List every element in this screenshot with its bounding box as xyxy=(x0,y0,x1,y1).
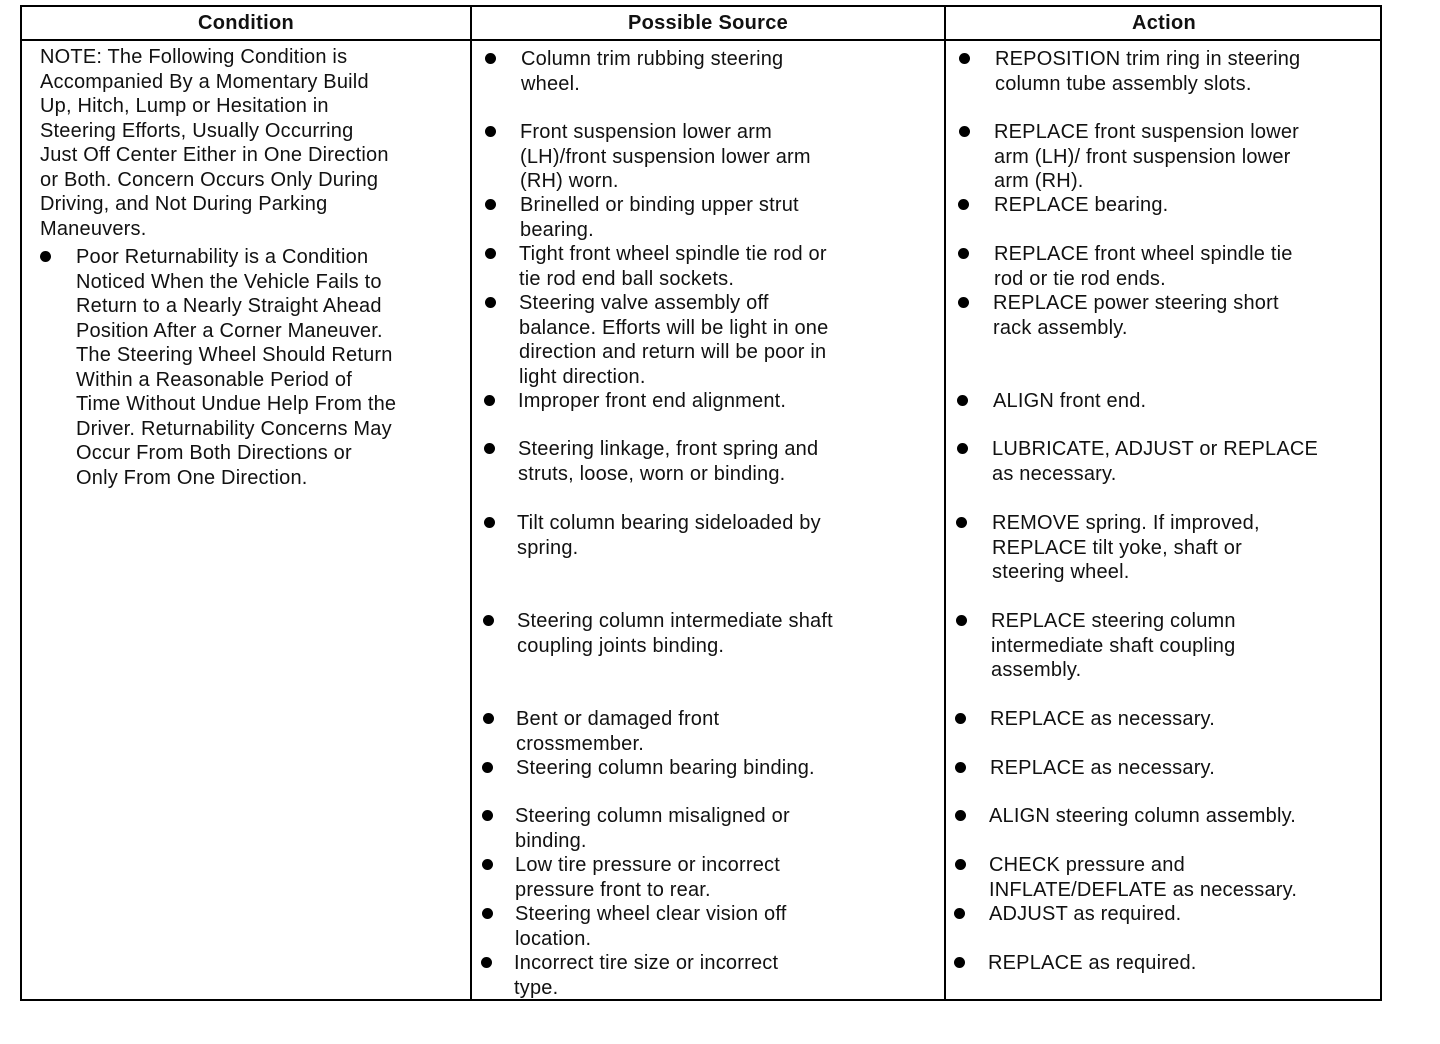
action-text: REPLACE as required. xyxy=(988,952,1197,974)
action-text: CHECK pressure and INFLATE/DEFLATE as necessary. xyxy=(989,854,1298,901)
action-text: ADJUST as required. xyxy=(989,903,1182,925)
action-text: REPLACE front wheel spindle tie rod or tie rod ends. xyxy=(994,243,1293,290)
action-text: LUBRICATE, ADJUST or REPLACE as necessary. xyxy=(992,438,1319,485)
action-bullet-icon xyxy=(958,248,969,259)
action-bullet-icon xyxy=(957,395,968,406)
source-text: Steering wheel clear vision off location. xyxy=(515,903,787,950)
action-text: REPOSITION trim ring in steering column tube assembly slots. xyxy=(995,48,1301,95)
action-bullet-icon xyxy=(955,713,966,724)
action-bullet-icon xyxy=(955,859,966,870)
action-text: ALIGN front end. xyxy=(993,390,1147,412)
source-text: Tight front wheel spindle tie rod or tie rod end ball sockets. xyxy=(519,243,827,290)
action-bullet-icon xyxy=(959,126,970,137)
source-text: Steering column misaligned or binding. xyxy=(515,805,790,852)
source-bullet-icon xyxy=(485,53,496,64)
source-bullet-icon xyxy=(481,957,492,968)
source-bullet-icon xyxy=(482,908,493,919)
source-text: Bent or damaged front crossmember. xyxy=(516,708,720,755)
action-text: REPLACE bearing. xyxy=(994,194,1169,216)
header-action: Action xyxy=(1131,12,1197,34)
action-bullet-icon xyxy=(956,615,967,626)
column-divider-1 xyxy=(470,7,472,999)
source-bullet-icon xyxy=(483,615,494,626)
action-bullet-icon xyxy=(958,297,969,308)
source-bullet-icon xyxy=(484,443,495,454)
source-text: Improper front end alignment. xyxy=(518,390,787,412)
source-bullet-icon xyxy=(482,859,493,870)
action-bullet-icon xyxy=(958,199,969,210)
source-text: Steering valve assembly off balance. Efforts will be light in one direction and return will be poor in light direction. xyxy=(519,292,829,388)
source-text: Tilt column bearing sideloaded by spring. xyxy=(517,512,821,559)
source-text: Front suspension lower arm (LH)/front suspension lower arm (RH) worn. xyxy=(520,121,811,192)
action-text: ALIGN steering column assembly. xyxy=(989,805,1297,827)
source-bullet-icon xyxy=(485,126,496,137)
action-bullet-icon xyxy=(959,53,970,64)
source-text: Incorrect tire size or incorrect type. xyxy=(514,952,779,999)
source-text: Steering column intermediate shaft coupling joints binding. xyxy=(517,610,833,657)
action-text: REPLACE as necessary. xyxy=(990,708,1216,730)
action-bullet-icon xyxy=(955,762,966,773)
diagnosis-table xyxy=(20,5,1382,1001)
source-text: Column trim rubbing steering wheel. xyxy=(521,48,784,95)
source-text: Steering column bearing binding. xyxy=(516,757,815,779)
action-text: REPLACE power steering short rack assembly. xyxy=(993,292,1279,339)
action-bullet-icon xyxy=(956,517,967,528)
header-divider xyxy=(22,39,1380,41)
header-condition: Condition xyxy=(197,12,294,34)
action-text: REMOVE spring. If improved, REPLACE tilt yoke, shaft or steering wheel. xyxy=(992,512,1260,583)
condition-note: NOTE: The Following Condition is Accompanied By a Momentary Build Up, Hitch, Lump or Hesitation in Steering Efforts, Usually Occurring Just Off Center Either in One Direction or Both. Concern Occurs Only During Driving, and Not During Parking Maneuvers. xyxy=(40,46,389,240)
action-text: REPLACE front suspension lower arm (LH)/ front suspension lower arm (RH). xyxy=(994,121,1300,192)
header-possible-source: Possible Source xyxy=(627,12,789,34)
source-bullet-icon xyxy=(485,248,496,259)
source-bullet-icon xyxy=(485,199,496,210)
column-divider-2 xyxy=(944,7,946,999)
source-text: Brinelled or binding upper strut bearing. xyxy=(520,194,799,241)
source-text: Low tire pressure or incorrect pressure front to rear. xyxy=(515,854,780,901)
source-bullet-icon xyxy=(483,713,494,724)
action-bullet-icon xyxy=(957,443,968,454)
source-bullet-icon xyxy=(484,395,495,406)
source-bullet-icon xyxy=(482,762,493,773)
action-text: REPLACE as necessary. xyxy=(990,757,1216,779)
source-bullet-icon xyxy=(482,810,493,821)
source-text: Steering linkage, front spring and struts, loose, worn or binding. xyxy=(518,438,819,485)
action-bullet-icon xyxy=(954,908,965,919)
source-bullet-icon xyxy=(484,517,495,528)
condition-bullet-icon xyxy=(40,251,51,262)
action-bullet-icon xyxy=(954,957,965,968)
source-bullet-icon xyxy=(485,297,496,308)
action-text: REPLACE steering column intermediate shaft coupling assembly. xyxy=(991,610,1236,681)
action-bullet-icon xyxy=(955,810,966,821)
condition-bullet-text: Poor Returnability is a Condition Noticed When the Vehicle Fails to Return to a Nearly Straight Ahead Position After a Corner Maneuver. The Steering Wheel Should Return Within a Reasonable Period of Time Without Undue Help From the Driver. Returnability Concerns May Occur From Both Directions or Only From One Direction. xyxy=(76,246,397,489)
